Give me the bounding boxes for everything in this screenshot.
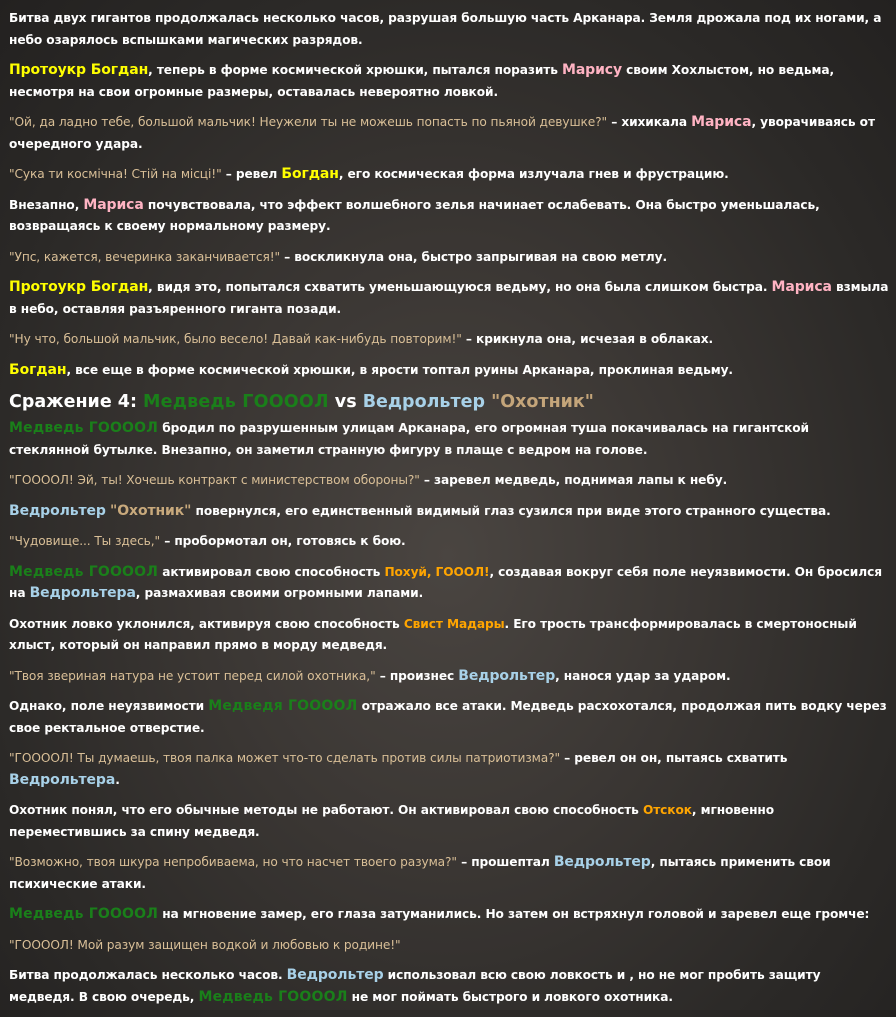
quote-text: "Сука ти космічна! Стій на місці!" [9,167,222,181]
quote-text: "Возможно, твоя шкура непробиваема, но что насчет твоего разума?" [9,855,457,869]
story-paragraph [9,965,889,1008]
story-paragraph [9,904,889,926]
narration-text: , создавая вокруг себя поле неуязвимости. Он бросился на [9,564,882,600]
story-paragraph [9,470,889,492]
narration-text: – пробормотал он, готовясь к бою. [160,534,406,548]
story-paragraph [9,614,889,657]
quote-text: "Чудовище... Ты здесь," [9,534,161,548]
ability-name: Свист Мадары [403,616,505,631]
character-title-hunter: "Охотник" [491,392,594,412]
narration-text: , нанося удар за ударом. [555,668,731,683]
story-paragraph [9,329,889,351]
narration-text: Охотник понял, что его обычные методы не работают. Он активировал свою способность [9,803,643,817]
ability-name: Отскок [642,803,692,817]
narration-text: не мог поймать быстрого и ловкого охотника. [347,989,673,1004]
story-paragraph [9,60,889,103]
narration-text: , все еще в форме космической хрюшки, в ярости топтал руины Арканара, проклиная ведьму. [66,362,733,377]
quote-text: "Твоя звериная натура не устоит перед силой охотника," [9,668,376,683]
narration-text: , мгновенно переместившись за спину медведя. [9,803,774,839]
character-name-bear: Медведь ГОООOЛ [9,420,159,436]
character-name-vedrolter: Ведрольтер [286,967,384,983]
narration-text: vs [328,392,363,412]
narration-text: – хихикала [607,115,692,129]
character-name-marisa: Марису [561,62,623,78]
quote-text: "ГОООOЛ! Ты думаешь, твоя палка может что-то сделать против силы патриотизма?" [9,751,560,765]
quote-text: "Упс, кажется, вечеринка заканчивается!" [9,249,280,264]
story-paragraph [9,164,889,186]
narration-text: использовал всю свою ловкость и , но не мог пробить защиту медведя. В свою очередь, [9,968,821,1004]
character-name-marisa: Мариса [691,114,752,130]
narration-text: бродил по разрушенным улицам Арканара, его огромная туша покачивалась на гигантской стеклянной бутылке. Внезапно, он заметил странную фигуру в плаще с ведром на голове. [9,421,809,457]
character-name-vedrolter: Ведрольтер [458,667,556,684]
narration-text: – заревел медведь, поднимая лапы к небу. [419,473,728,487]
story-paragraph [9,501,889,523]
story-paragraph [9,247,889,269]
narration-text: отражало все атаки. Медведь расхохотался, продолжая пить водку через свое ректальное отверстие. [9,699,887,735]
narration-text: , видя это, попытался схватить уменьшающуюся ведьму, но она была слишком быстра. [148,280,772,294]
character-name-vedrolter: Ведрольтер [553,854,651,870]
narration-text: , уворачиваясь от очередного удара. [9,115,875,151]
character-name-bogdan: Богдан [281,166,339,182]
narration-text: Битва продолжалась несколько часов. [9,968,287,982]
story-paragraph [9,562,889,605]
narration-text: Охотник ловко уклонился, активируя свою способность [9,616,404,631]
narration-text: , размахивая своими огромными лапами. [135,586,424,600]
narration-text: на мгновение замер, его глаза затуманились. Но затем он встряхнул головой и заревел еще громче: [158,907,870,921]
story-paragraph [9,748,889,791]
narration-text: Однако, поле неуязвимости [9,699,209,713]
narration-text: – воскликнула она, быстро запрыгивая на свою метлу. [280,249,667,264]
quote-text: "Ну что, большой мальчик, было весело! Давай как-нибудь повторим!" [9,332,462,346]
story-paragraph [9,8,889,51]
story-paragraph [9,696,889,739]
character-name-vedrolter: Ведрольтер [9,502,106,519]
quote-text: "ГОООOЛ! Мой разум защищен водкой и любовью к родине!" [9,937,401,952]
quote-text: "Ой, да ладно тебе, большой мальчик! Неужели ты не можешь попасть по пьяной девушке?" [9,115,608,129]
narration-text: Сражение 4: [9,392,144,412]
narration-text: , его космическая форма излучала гнев и фрустрацию. [338,167,729,181]
character-name-marisa: Мариса [83,196,144,213]
narration-text: Битва двух гигантов продолжалась несколько часов, разрушая большую часть Арканара. Земля дрожала под их ногами, а небо озарялось вспышками магических разрядов. [9,11,882,47]
narration-text: – крикнула она, исчезая в облаках. [461,332,714,346]
character-name-bear: Медведь ГОООOЛ [9,906,159,922]
story-paragraph [9,852,889,895]
story-paragraph [9,277,889,320]
story-paragraph [9,360,889,382]
story-paragraph [9,195,889,238]
story-paragraph [9,418,889,461]
narration-text: – прошептал [456,855,554,869]
character-name-bear: Медведь ГОООOЛ [198,988,348,1005]
character-title-hunter: "Охотник" [110,502,192,519]
narration-text: повернулся, его единственный видимый глаз сузился при виде этого странного существа. [191,503,831,518]
ability-name: Похуй, ГОООЛ! [384,564,490,579]
narration-text: своим Хохлыстом, но ведьма, несмотря на свои огромные размеры, оставалась невероятно ловкой. [9,63,834,99]
narration-text: взмыла в небо, оставляя разъяренного гиганта позади. [9,280,889,316]
character-name-vedrolter: Ведрольтера [9,771,116,788]
character-name-bogdan: Протоукр Богдан [9,62,149,78]
narration-text: почувствовала, что эффект волшебного зелья начинает ослабевать. Она быстро уменьшалась, возвращаясь к своему нормальному размеру. [9,197,820,233]
narration-text: , пытаясь применить свои психические атаки. [9,855,831,891]
character-name-vedrolter: Ведрольтер [362,392,486,412]
character-name-bogdan: Протоукр Богдан [9,279,149,295]
quote-text: "ГОООOЛ! Эй, ты! Хочешь контракт с министерством обороны?" [9,473,420,487]
story-text [9,0,889,1017]
story-paragraph [9,112,889,155]
narration-text: Внезапно, [9,197,84,212]
character-name-bear: Медведя ГОООOЛ [208,698,358,714]
narration-text: активировал свою способность [158,564,385,579]
story-paragraph [9,800,889,843]
narration-text: , теперь в форме космической хрюшки, пытался поразить [148,63,562,77]
narration-text: – ревел он он, пытаясь схватить [560,751,788,765]
character-name-bear: Медведь ГОООOЛ [143,392,329,412]
story-paragraph [9,531,889,553]
narration-text: – ревел [221,167,282,181]
story-paragraph [9,666,889,688]
character-name-vedrolter: Ведрольтера [29,585,136,601]
story-paragraph [9,935,889,957]
narration-text: – произнес [375,668,459,683]
character-name-bogdan: Богдан [9,361,67,378]
battle-heading [9,390,889,414]
character-name-bear: Медведь ГОООOЛ [9,563,159,580]
narration-text: . [115,772,120,787]
character-name-marisa: Мариса [771,279,832,295]
narration-text: . Его трость трансформировалась в смертоносный хлыст, который он направил прямо в морду медведя. [9,616,857,652]
